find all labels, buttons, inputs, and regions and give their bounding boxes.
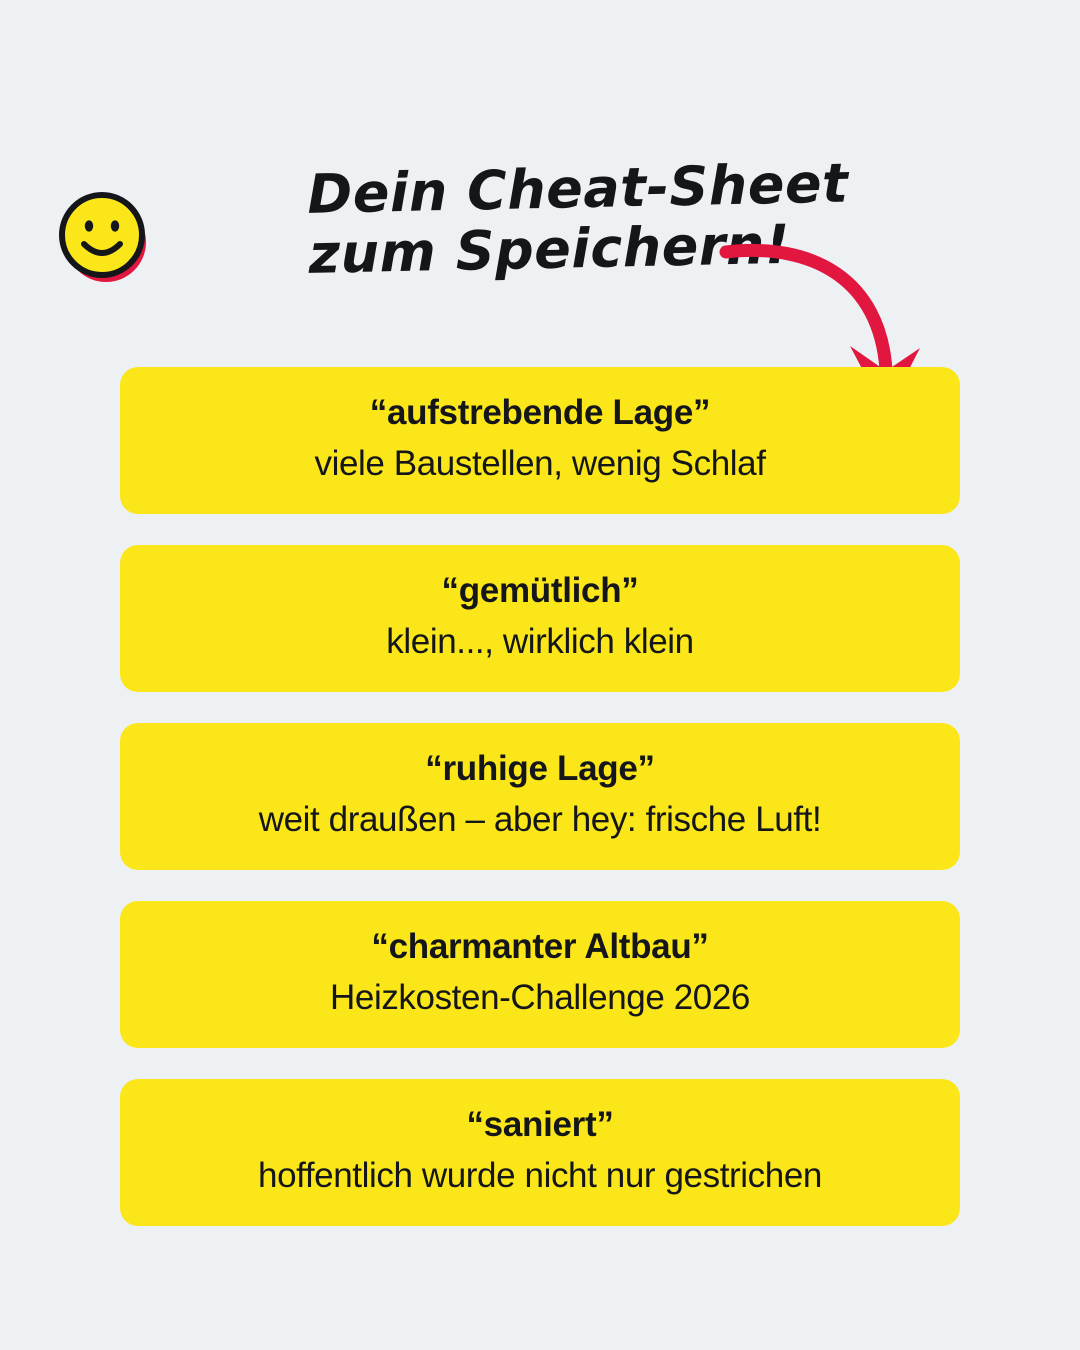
headline-line-1: Dein Cheat-Sheet	[306, 151, 849, 226]
card-subtitle: viele Baustellen, wenig Schlaf	[314, 443, 766, 483]
list-item	[120, 723, 960, 870]
list-item	[120, 901, 960, 1048]
smiley-face-icon	[54, 188, 154, 288]
card-subtitle: klein..., wirklich klein	[386, 621, 694, 661]
card-title: “ruhige Lage”	[425, 749, 655, 789]
headline-line-2: zum Speichern!	[308, 213, 791, 287]
card-title: “saniert”	[466, 1105, 614, 1145]
list-item	[120, 367, 960, 514]
card-subtitle: weit draußen – aber hey: frische Luft!	[258, 799, 822, 839]
card-title: “aufstrebende Lage”	[369, 393, 711, 432]
list-item	[120, 1079, 960, 1226]
card-title: “charmanter Altbau”	[371, 927, 709, 967]
card-subtitle: Heizkosten-Challenge 2026	[330, 977, 750, 1017]
card-title: “gemütlich”	[441, 571, 639, 611]
card-subtitle: hoffentlich wurde nicht nur gestrichen	[258, 1156, 822, 1195]
cards-list	[120, 367, 960, 1226]
page-title	[306, 151, 849, 287]
list-item	[120, 545, 960, 692]
